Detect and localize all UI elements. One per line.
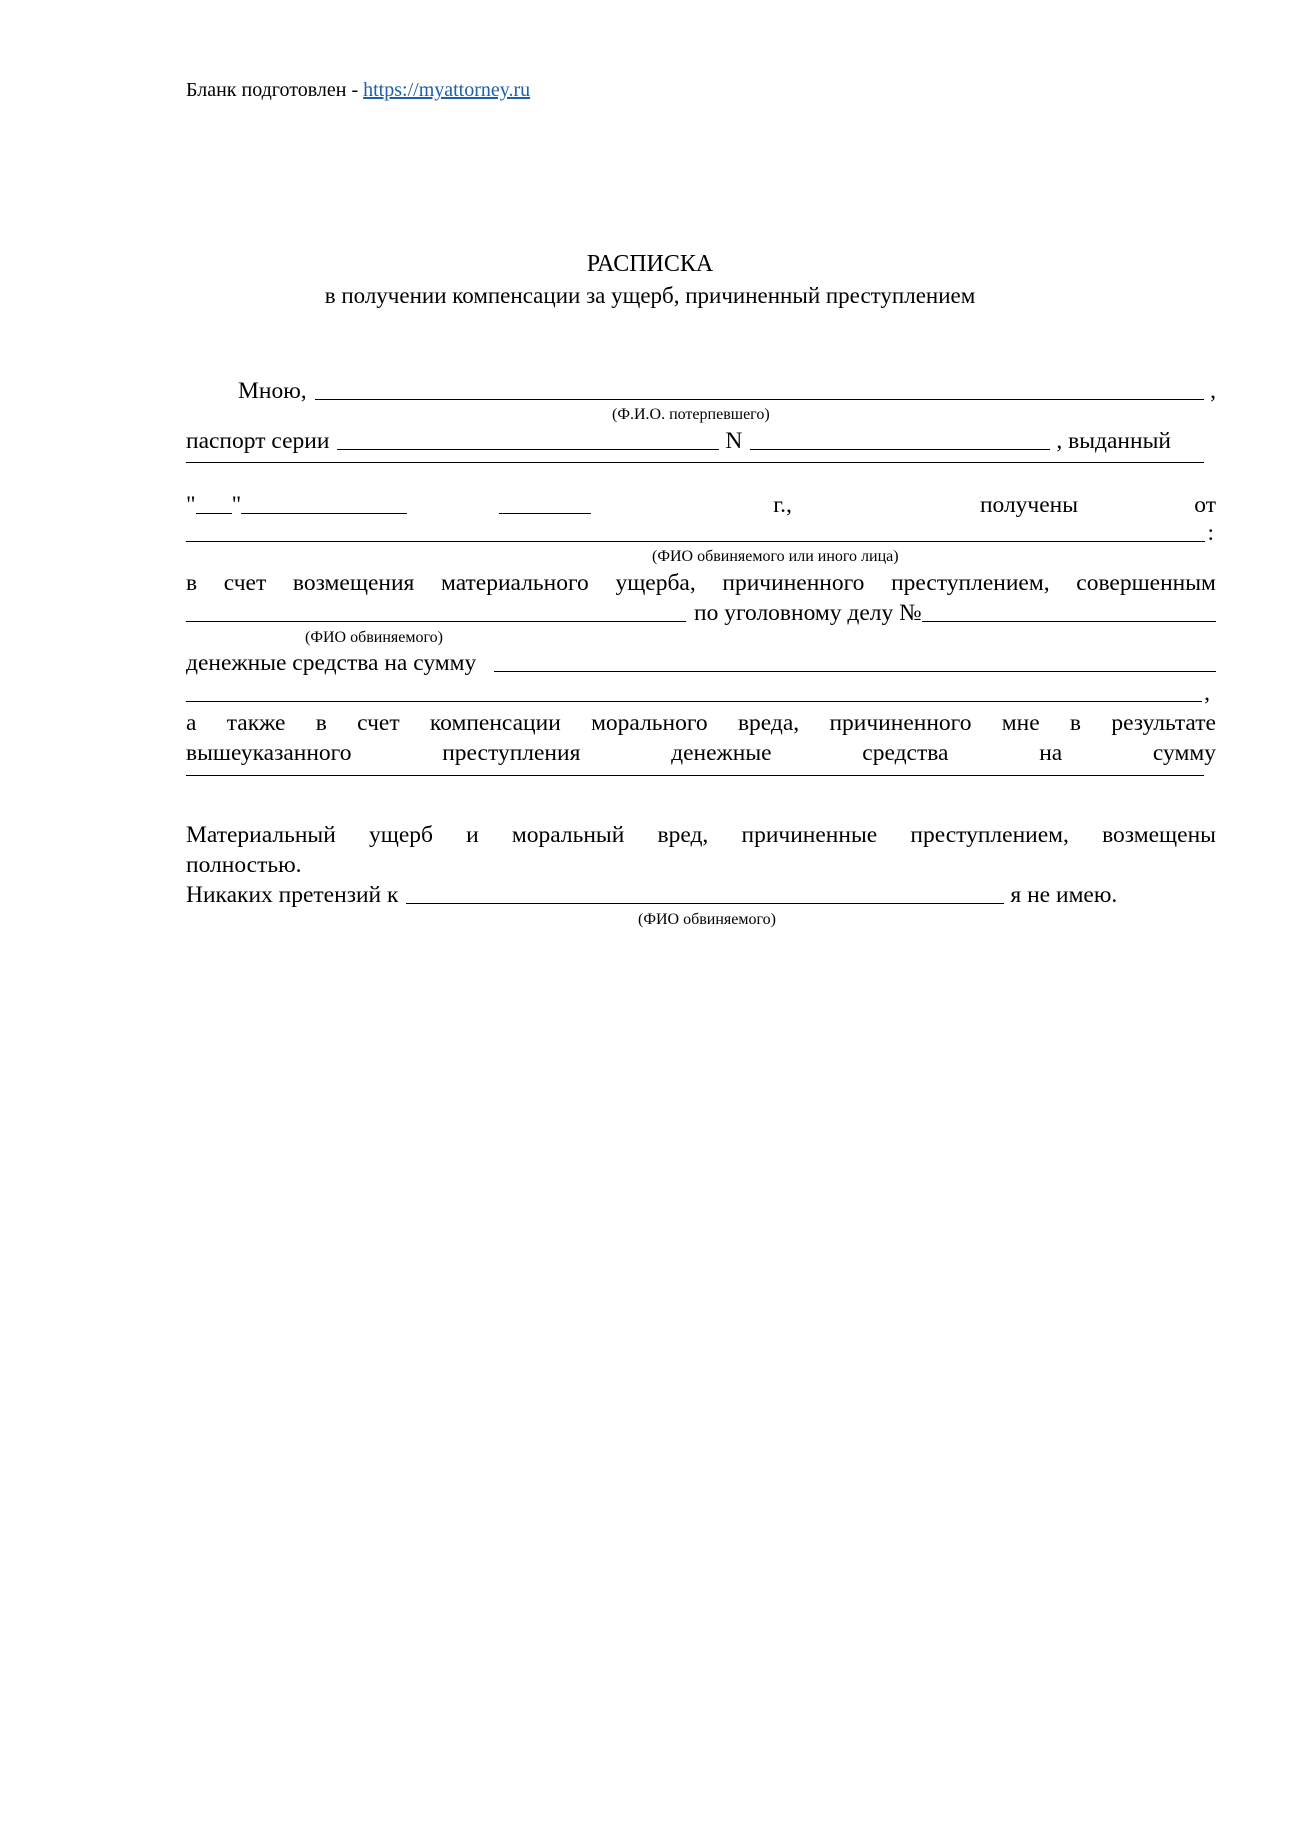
line-issued-by (186, 462, 1204, 467)
word: в (186, 570, 198, 596)
text-fully: полностью. (186, 852, 302, 878)
field-passport-series[interactable] (337, 449, 719, 450)
word: мне (1001, 710, 1040, 736)
label-received: получены (979, 492, 1079, 518)
word: и (466, 822, 479, 848)
label-case: по уголовному делу № (694, 600, 922, 626)
header-link[interactable]: https://myattorney.ru (363, 79, 531, 101)
line-moral-amount (186, 775, 1204, 780)
line-money (186, 652, 1216, 676)
label-year: г., (773, 492, 792, 518)
word: преступлением, (910, 822, 1069, 848)
field-accused-name-2[interactable] (406, 903, 1004, 904)
word: причиненного (722, 570, 865, 596)
word: материального (441, 570, 589, 596)
field-month[interactable] (241, 513, 407, 514)
word: в (315, 710, 327, 736)
field-money-amount[interactable] (494, 671, 1216, 672)
field-moral-amount[interactable] (186, 775, 1204, 776)
line-compensated (186, 824, 1216, 848)
word: компенсации (429, 710, 561, 736)
word: вышеуказанного (186, 740, 352, 766)
caption-accused-1: (ФИО обвиняемого) (305, 629, 443, 646)
word: возмещения (292, 570, 415, 596)
field-year[interactable] (499, 513, 591, 514)
field-passport-number[interactable] (750, 449, 1050, 450)
word: результате (1111, 710, 1216, 736)
caption-accused-other: (ФИО обвиняемого или иного лица) (652, 548, 899, 565)
label-issued: , выданный (1056, 428, 1171, 454)
word: а (186, 710, 197, 736)
quote-close: " (231, 492, 242, 518)
line-moral-damage-2 (186, 742, 1216, 766)
word: вреда, (737, 710, 800, 736)
word: Материальный (186, 822, 336, 848)
word: в (1069, 710, 1082, 736)
word: счет (357, 710, 400, 736)
field-victim-name[interactable] (315, 399, 1204, 400)
line-money-cont (186, 682, 1210, 706)
label-passport: паспорт серии (186, 428, 330, 454)
word: морального (591, 710, 708, 736)
quote-open: " (186, 492, 196, 518)
line-payer (186, 522, 1214, 546)
word: преступлением, (891, 570, 1050, 596)
word: денежные (671, 740, 772, 766)
caption-accused-2: (ФИО обвиняемого) (638, 911, 776, 928)
field-issued-by[interactable] (186, 462, 1204, 463)
field-day[interactable] (196, 513, 232, 514)
label-have-none: я не имею. (1010, 882, 1118, 908)
label-from: от (1194, 492, 1216, 518)
comma-1: , (1210, 378, 1216, 404)
word: моральный (511, 822, 625, 848)
label-mnoyu: Мною, (238, 378, 307, 404)
word: совершенным (1076, 570, 1216, 596)
field-accused-name-1[interactable] (186, 621, 686, 622)
word: также (226, 710, 286, 736)
label-money: денежные средства на сумму (186, 650, 477, 676)
word: ущерба, (615, 570, 696, 596)
line-material-damage (186, 572, 1216, 596)
word: счет (223, 570, 267, 596)
word: преступления (442, 740, 581, 766)
word: ущерб (368, 822, 433, 848)
line-victim (186, 380, 1216, 404)
word: на (1039, 740, 1063, 766)
document-subtitle: в получении компенсации за ущерб, причиненный преступлением (324, 283, 976, 308)
word: вред, (657, 822, 709, 848)
comma-2: , (1204, 680, 1210, 706)
document-title: РАСПИСКА (586, 251, 714, 277)
caption-victim: (Ф.И.О. потерпевшего) (612, 406, 770, 423)
colon: : (1207, 520, 1214, 546)
header-note (186, 80, 530, 100)
word: причиненного (829, 710, 972, 736)
field-case-number[interactable] (922, 621, 1216, 622)
line-no-claims (186, 884, 1166, 908)
line-date-received (186, 494, 1216, 518)
word: средства (862, 740, 949, 766)
word: причиненные (741, 822, 878, 848)
header-prefix: Бланк подготовлен - (186, 79, 364, 101)
label-no-claims: Никаких претензий к (186, 882, 399, 908)
field-money-amount-cont[interactable] (186, 701, 1202, 702)
word: сумму (1152, 740, 1216, 766)
label-number: N (725, 428, 743, 454)
line-case (186, 602, 1216, 626)
line-moral-damage (186, 712, 1216, 736)
line-passport (186, 430, 1216, 454)
word: возмещены (1102, 822, 1216, 848)
field-payer-name[interactable] (186, 541, 1205, 542)
